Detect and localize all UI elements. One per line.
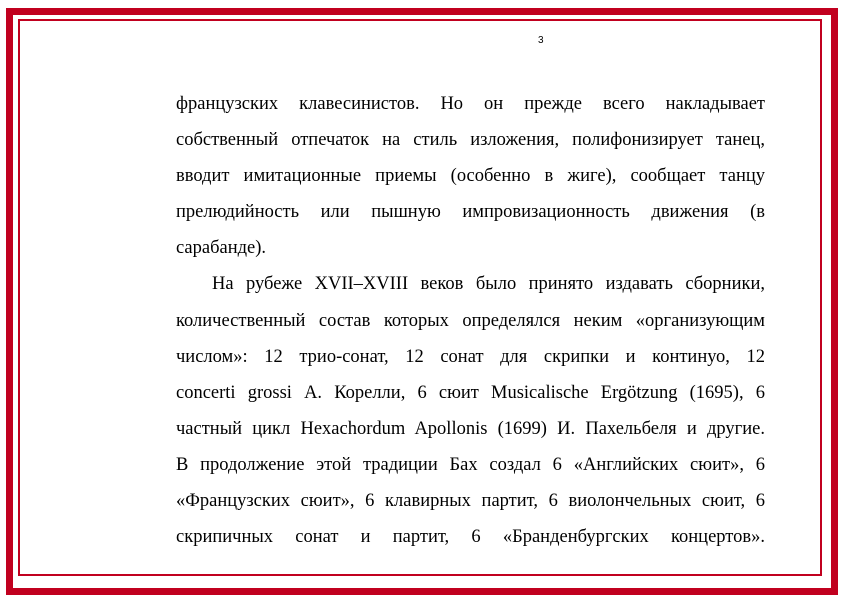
paragraph-2-line-3: числом»: 12 трио-сонат, 12 сонат для скрипки и континуо, 12 [176,346,765,367]
paragraph-2-line-8: скрипичных сонат и партит, 6 «Бранденбургских концертов». [176,527,765,548]
paragraph-1-line-2: собственный отпечаток на стиль изложения, полифонизирует танец, [176,130,765,151]
paragraph-2-line-4: concerti grossi А. Корелли, 6 сюит Musicalische Ergötzung (1695), 6 [176,382,765,403]
paragraph-2-line-6: В продолжение этой традиции Бах создал 6 «Английских сюит», 6 [176,454,765,475]
paragraph-2-line-5: частный цикл Hexachordum Apollonis (1699) И. Пахельбеля и другие. [176,418,765,439]
paragraph-1-line-5: сарабанде). [176,238,267,259]
body-text [176,86,765,555]
paragraph-2-line-7: «Французских сюит», 6 клавирных партит, 6 виолончельных сюит, 6 [176,491,765,512]
paragraph-2-line-1: На рубеже XVII–XVIII веков было принято издавать сборники, [212,274,765,295]
paragraph-2-line-2: количественный состав которых определялся неким «организующим [176,310,765,331]
paragraph-1-line-4: прелюдийность или пышную импровизационность движения (в [176,202,765,223]
paragraph-1-line-1: французских клавесинистов. Но он прежде всего накладывает [176,94,765,114]
paragraph-1-line-3: вводит имитационные приемы (особенно в жиге), сообщает танцу [176,166,765,187]
page-number: 3 [538,35,544,46]
